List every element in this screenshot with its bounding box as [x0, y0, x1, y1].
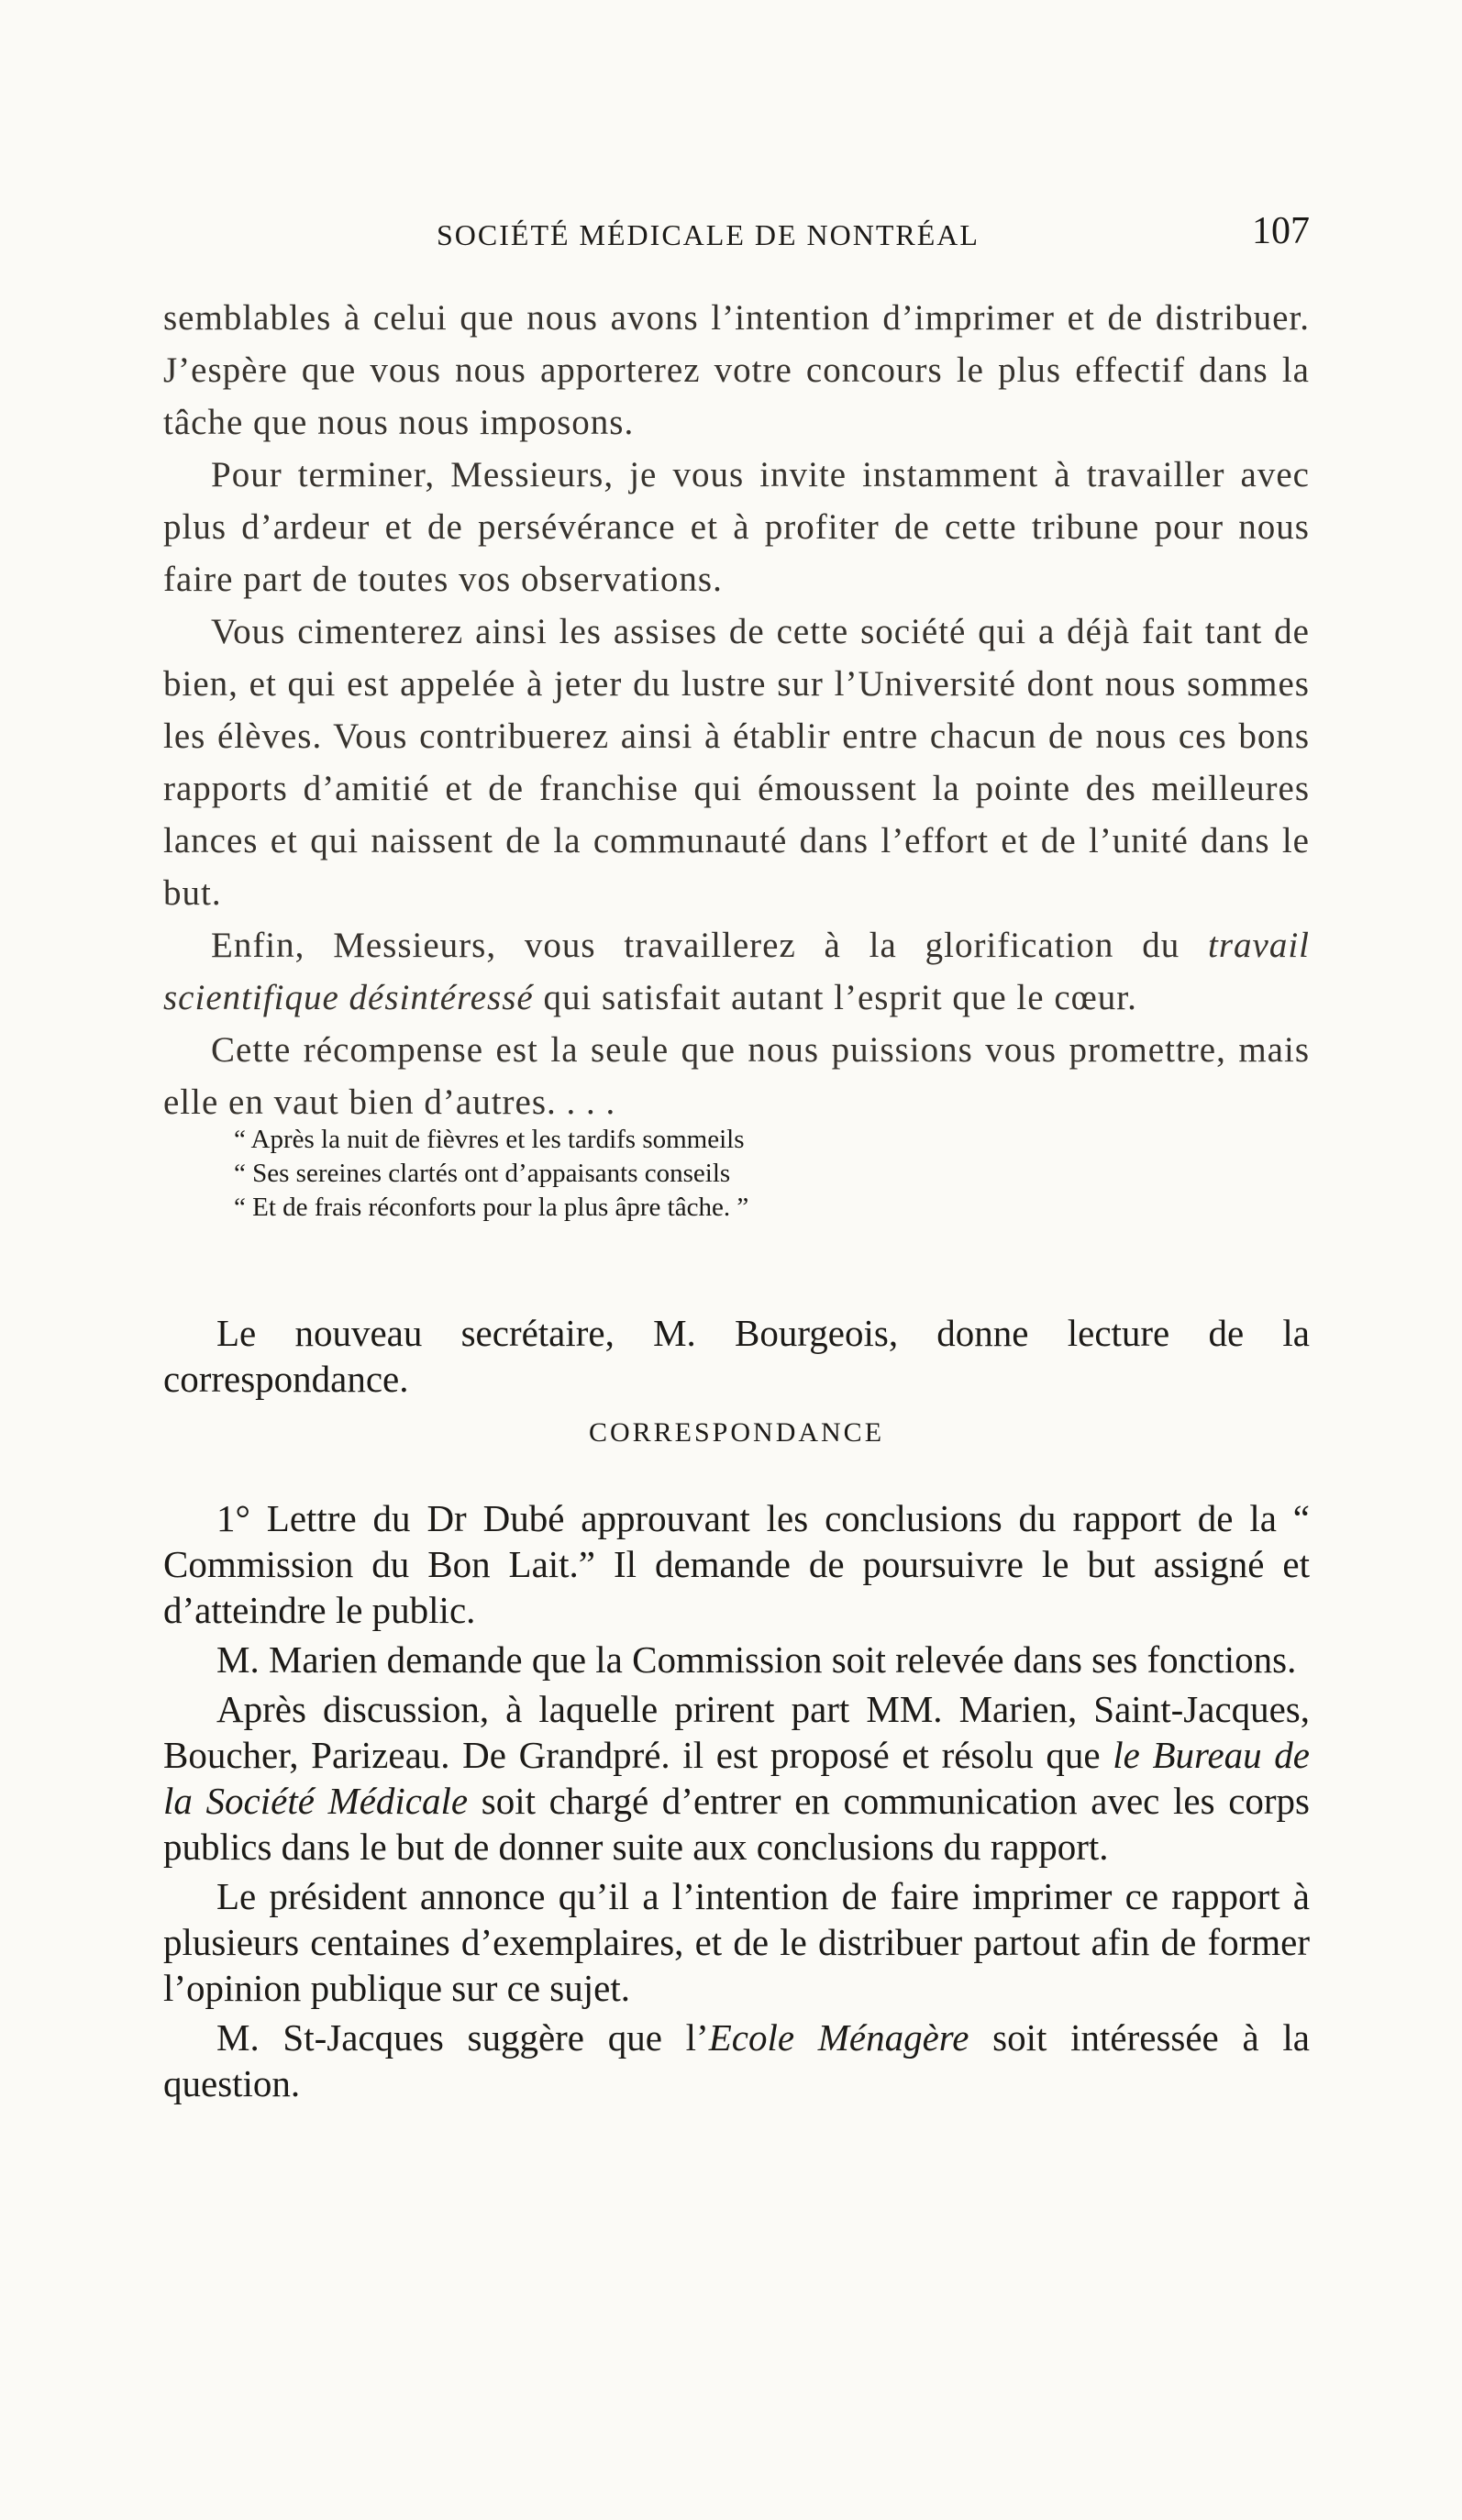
- page-number: 107: [1252, 210, 1310, 252]
- italic-phrase: travail scientifique désintéressé: [163, 926, 1310, 1017]
- italic-phrase: Ecole Ménagère: [708, 2016, 969, 2059]
- correspondance-text: [163, 1495, 1310, 2110]
- verse-quote: [234, 1123, 1151, 1225]
- speech-paragraph-1: semblables à celui que nous avons l’intention d’imprimer et de distribuer. J’espère que vous nous apporterez votre concours le plus effectif dans la tâche que nous nous imposons.: [163, 298, 1310, 442]
- speech-paragraph-2: Pour terminer, Messieurs, je vous invite instamment à travailler avec plus d’ardeur et de persévérance et à profiter de cette tribune pour nous faire part de toutes vos observations.: [163, 455, 1310, 599]
- correspondance-paragraph-1: 1° Lettre du Dr Dubé approuvant les conclusions du rapport de la “ Commission du Bon Lait.” Il demande de poursuivre le but assigné et d’atteindre le public.: [163, 1497, 1310, 1631]
- speech-paragraph-5: Cette récompense est la seule que nous puissions vous promettre, mais elle en vaut bien d’autres. . . .: [163, 1030, 1310, 1122]
- speech-paragraph-3: Vous cimenterez ainsi les assises de cette société qui a déjà fait tant de bien, et qui est appelée à jeter du lustre sur l’Université dont nous sommes les élèves. Vous contribuerez ainsi à établir entre chacun de nous ces bons rapports d’amitié et de franchise qui émoussent la pointe des meilleures lances et qui naissent de la communauté dans l’effort et de l’unité dans le but.: [163, 612, 1310, 913]
- verse-line-2: “ Ses sereines clartés ont d’appaisants conseils: [234, 1159, 731, 1188]
- secretary-note: [163, 1310, 1310, 1405]
- secretary-paragraph: Le nouveau secrétaire, M. Bourgeois, donne lecture de la correspondance.: [163, 1312, 1310, 1400]
- verse-line-1: “ Après la nuit de fièvres et les tardifs sommeils: [234, 1125, 745, 1154]
- correspondance-paragraph-5: M. St-Jacques suggère que l’Ecole Ménagère soit intéressée à la question.: [163, 2016, 1310, 2104]
- section-title: CORRESPONDANCE: [588, 1417, 885, 1448]
- speech-paragraph-4: Enfin, Messieurs, vous travaillerez à la glorification du travail scientifique désintéressé qui satisfait autant l’esprit que le cœur.: [163, 926, 1310, 1017]
- verse-line-3: “ Et de frais réconforts pour la plus âpre tâche. ”: [234, 1193, 749, 1222]
- italic-phrase: le Bureau de la Société Médicale: [163, 1734, 1310, 1822]
- correspondance-paragraph-4: Le président annonce qu’il a l’intention de faire imprimer ce rapport à plusieurs centaines d’exemplaires, et de le distribuer partout afin de former l’opinion publique sur ce sujet.: [163, 1875, 1310, 2009]
- running-title: SOCIÉTÉ MÉDICALE DE NONTRÉAL: [437, 218, 980, 251]
- correspondance-paragraph-3: Après discussion, à laquelle prirent part MM. Marien, Saint-Jacques, Boucher, Parizeau. De Grandpré. il est proposé et résolu que le Bureau de la Société Médicale soit chargé d’entrer en communication avec les corps publics dans le but de donner suite aux conclusions du rapport.: [163, 1688, 1311, 1868]
- speech-text: [163, 292, 1310, 1128]
- page-header: [163, 210, 1310, 268]
- correspondance-paragraph-2: M. Marien demande que la Commission soit relevée dans ses fonctions.: [216, 1638, 1297, 1681]
